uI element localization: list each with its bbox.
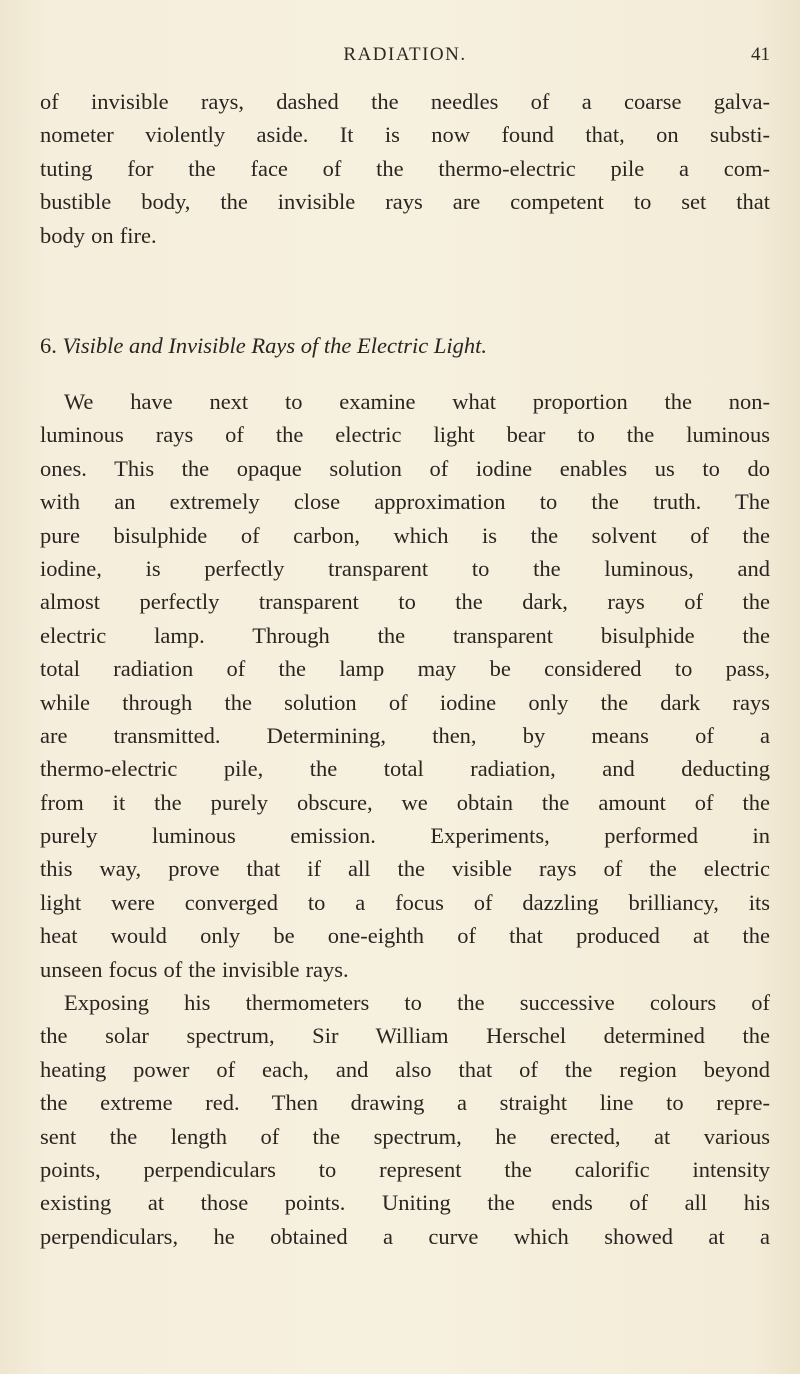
text-line: nometer violently aside. It is now found that, on substi- xyxy=(40,122,770,148)
text-line: sent the length of the spectrum, he erected, at various xyxy=(40,1123,770,1149)
text-line: light were converged to a focus of dazzling brilliancy, its xyxy=(40,889,770,915)
text-line: ones. This the opaque solution of iodine enables us to do xyxy=(40,455,770,481)
text-line: body on fire. xyxy=(40,222,157,248)
text-line: this way, prove that if all the visible rays of the electric xyxy=(40,856,770,882)
text-line: from it the purely obscure, we obtain the amount of the xyxy=(40,789,770,815)
text-line: the extreme red. Then drawing a straight line to repre- xyxy=(40,1090,770,1116)
paragraph-continued xyxy=(40,85,770,252)
text-line: bustible body, the invisible rays are competent to set that xyxy=(40,189,770,215)
text-line: are transmitted. Determining, then, by means of a xyxy=(40,722,770,748)
section-number: 6. xyxy=(40,333,57,358)
section-heading xyxy=(40,331,487,361)
text-line: Exposing his thermometers to the successive colours of xyxy=(64,990,770,1016)
section-body xyxy=(40,385,770,1253)
text-line: points, perpendiculars to represent the calorific intensity xyxy=(40,1156,770,1182)
text-line: the solar spectrum, Sir William Herschel determined the xyxy=(40,1023,770,1049)
text-line: almost perfectly transparent to the dark, rays of the xyxy=(40,589,770,615)
text-line: total radiation of the lamp may be considered to pass, xyxy=(40,656,770,682)
section-title: Visible and Invisible Rays of the Electric Light. xyxy=(62,333,488,358)
text-line: tuting for the face of the thermo-electric pile a com- xyxy=(40,155,770,181)
text-line: heating power of each, and also that of the region beyond xyxy=(40,1056,770,1082)
text-line: luminous rays of the electric light bear to the luminous xyxy=(40,422,770,448)
page-number: 41 xyxy=(751,44,770,65)
paragraph-herschel xyxy=(40,986,770,1253)
text-line: unseen focus of the invisible rays. xyxy=(40,956,349,982)
text-line: perpendiculars, he obtained a curve which showed at a xyxy=(40,1223,770,1249)
paragraph-proportion xyxy=(40,385,770,986)
text-line: purely luminous emission. Experiments, performed in xyxy=(40,823,770,849)
running-head xyxy=(40,44,770,70)
running-title: RADIATION. xyxy=(343,44,467,65)
text-line: thermo-electric pile, the total radiation, and deducting xyxy=(40,756,770,782)
text-line: pure bisulphide of carbon, which is the solvent of the xyxy=(40,522,770,548)
text-line: of invisible rays, dashed the needles of a coarse galva- xyxy=(40,89,770,114)
text-line: with an extremely close approximation to the truth. The xyxy=(40,489,770,515)
text-line: while through the solution of iodine only the dark rays xyxy=(40,689,770,715)
text-line: electric lamp. Through the transparent bisulphide the xyxy=(40,622,770,648)
text-line: heat would only be one-eighth of that produced at the xyxy=(40,923,770,949)
text-line: existing at those points. Uniting the ends of all his xyxy=(40,1190,770,1216)
text-line: iodine, is perfectly transparent to the luminous, and xyxy=(40,555,770,581)
text-line: We have next to examine what proportion the non- xyxy=(64,389,770,414)
